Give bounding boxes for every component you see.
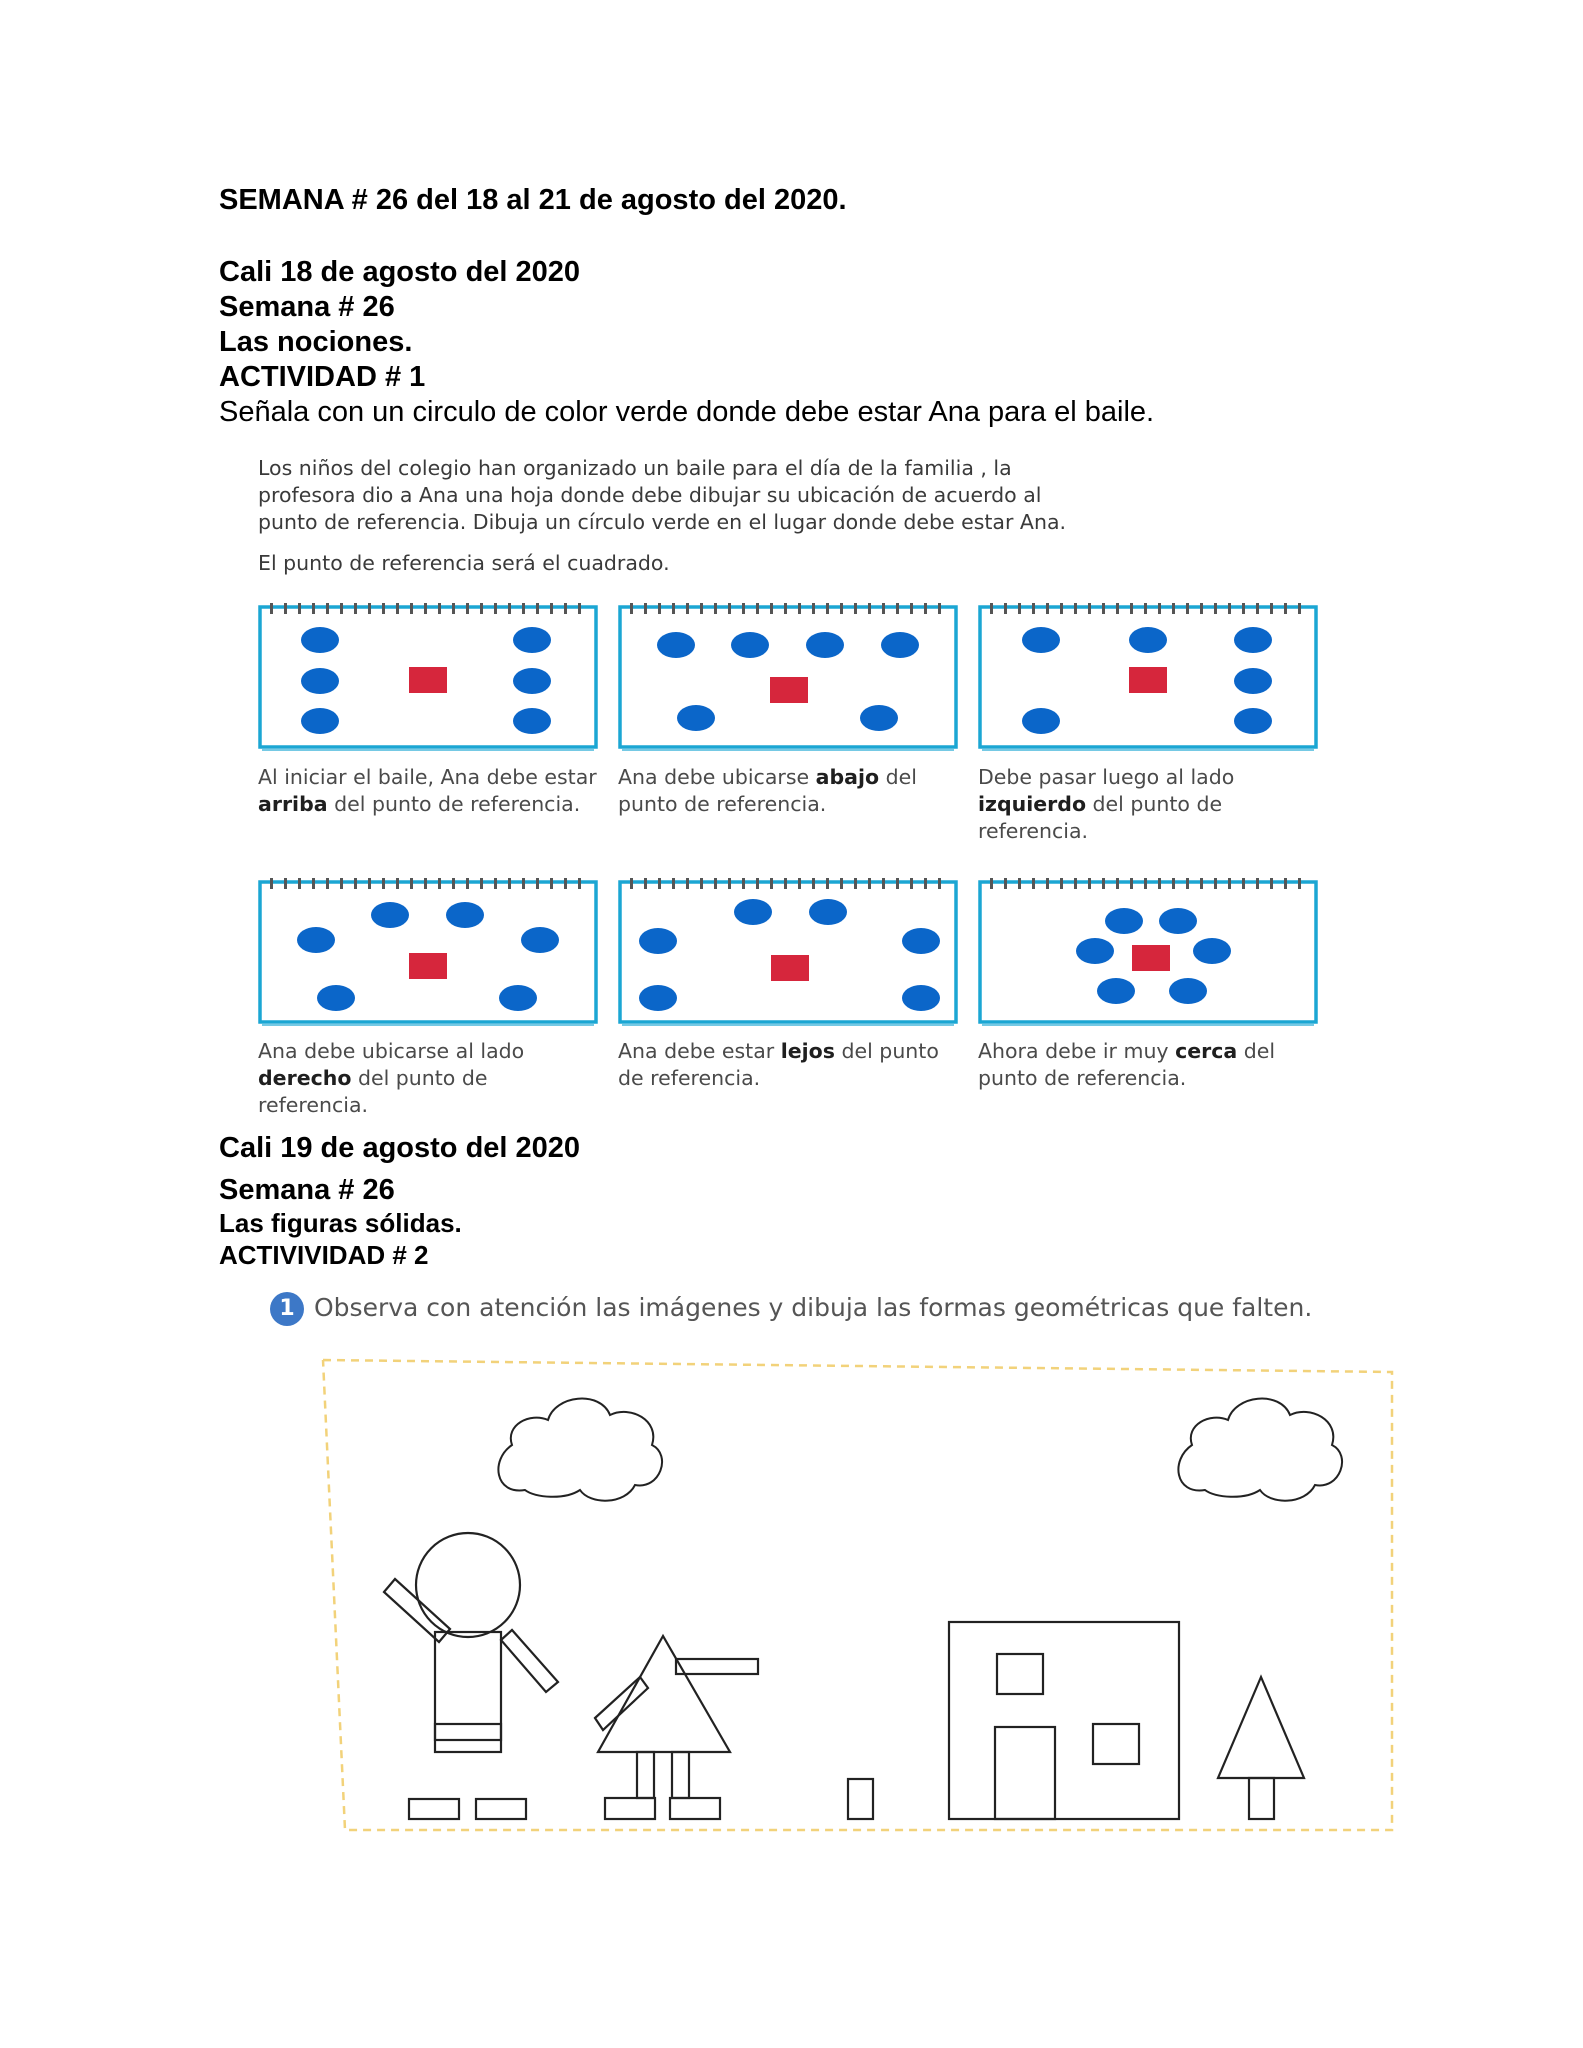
boy-head <box>416 1533 520 1637</box>
girl-left-foot <box>605 1798 655 1819</box>
house-body <box>949 1622 1179 1819</box>
girl-right-arm <box>676 1659 758 1674</box>
house-door <box>995 1727 1055 1819</box>
tree-crown <box>1218 1677 1304 1778</box>
week-title: SEMANA # 26 del 18 al 21 de agosto del 2020. <box>219 184 847 216</box>
house-window-right <box>1093 1724 1139 1764</box>
girl-triangle <box>598 1636 730 1752</box>
day2-date: Cali 19 de agosto del 2020 <box>219 1132 581 1164</box>
day1-instruction: Señala con un circulo de color verde donde debe estar Ana para el baile. <box>219 396 1155 428</box>
panel-caption: Al iniciar el baile, Ana debe estar arriba del punto de referencia. <box>258 765 597 816</box>
day1-activity: ACTIVIDAD # 1 <box>219 361 426 393</box>
boy-right-arm <box>501 1630 558 1692</box>
intro-line: punto de referencia. Dibuja un círculo verde en el lugar donde debe estar Ana. <box>258 510 1067 534</box>
girl-right-foot <box>670 1798 720 1819</box>
cloud-right <box>1178 1399 1342 1501</box>
intro-line: profesora dio a Ana una hoja donde debe dibujar su ubicación de acuerdo al <box>258 483 1042 507</box>
dashed-frame <box>323 1360 1392 1830</box>
boy-belt <box>435 1724 501 1752</box>
reference-note: El punto de referencia será el cuadrado. <box>258 551 670 575</box>
house-window-top <box>997 1654 1043 1694</box>
day1-date: Cali 18 de agosto del 2020 <box>219 256 581 288</box>
panel-caption: Ana debe estar lejos del punto de referencia. <box>618 1039 939 1090</box>
girl-right-leg <box>672 1752 689 1798</box>
panel-caption: Ana debe ubicarse abajo del punto de referencia. <box>618 765 917 816</box>
tree-figure <box>1218 1677 1304 1819</box>
boy-figure <box>384 1533 558 1819</box>
day2-week: Semana # 26 <box>219 1174 395 1206</box>
day2-topic: Las figuras sólidas. <box>219 1208 462 1238</box>
day1-topic: Las nociones. <box>219 326 413 358</box>
boy-right-foot <box>476 1799 526 1819</box>
panel-caption: Ahora debe ir muy cerca del punto de referencia. <box>978 1039 1276 1090</box>
girl-left-arm <box>595 1677 648 1730</box>
panel-caption: Ana debe ubicarse al lado derecho del punto de referencia. <box>258 1039 525 1117</box>
day2-activity: ACTIVIVIDAD # 2 <box>219 1240 429 1270</box>
small-post <box>848 1779 873 1819</box>
intro-line: Los niños del colegio han organizado un baile para el día de la familia , la <box>258 456 1012 480</box>
cloud-left <box>498 1399 662 1501</box>
girl-left-leg <box>637 1752 654 1798</box>
girl-figure <box>595 1636 758 1819</box>
tree-trunk <box>1249 1778 1274 1819</box>
panel-caption: Debe pasar luego al lado izquierdo del punto de referencia. <box>978 765 1235 843</box>
day1-week: Semana # 26 <box>219 291 395 323</box>
boy-left-foot <box>409 1799 459 1819</box>
day2-instruction: Observa con atención las imágenes y dibuja las formas geométricas que falten. <box>314 1293 1313 1322</box>
step-number-badge: 1 <box>270 1292 304 1326</box>
house-figure <box>949 1622 1179 1819</box>
